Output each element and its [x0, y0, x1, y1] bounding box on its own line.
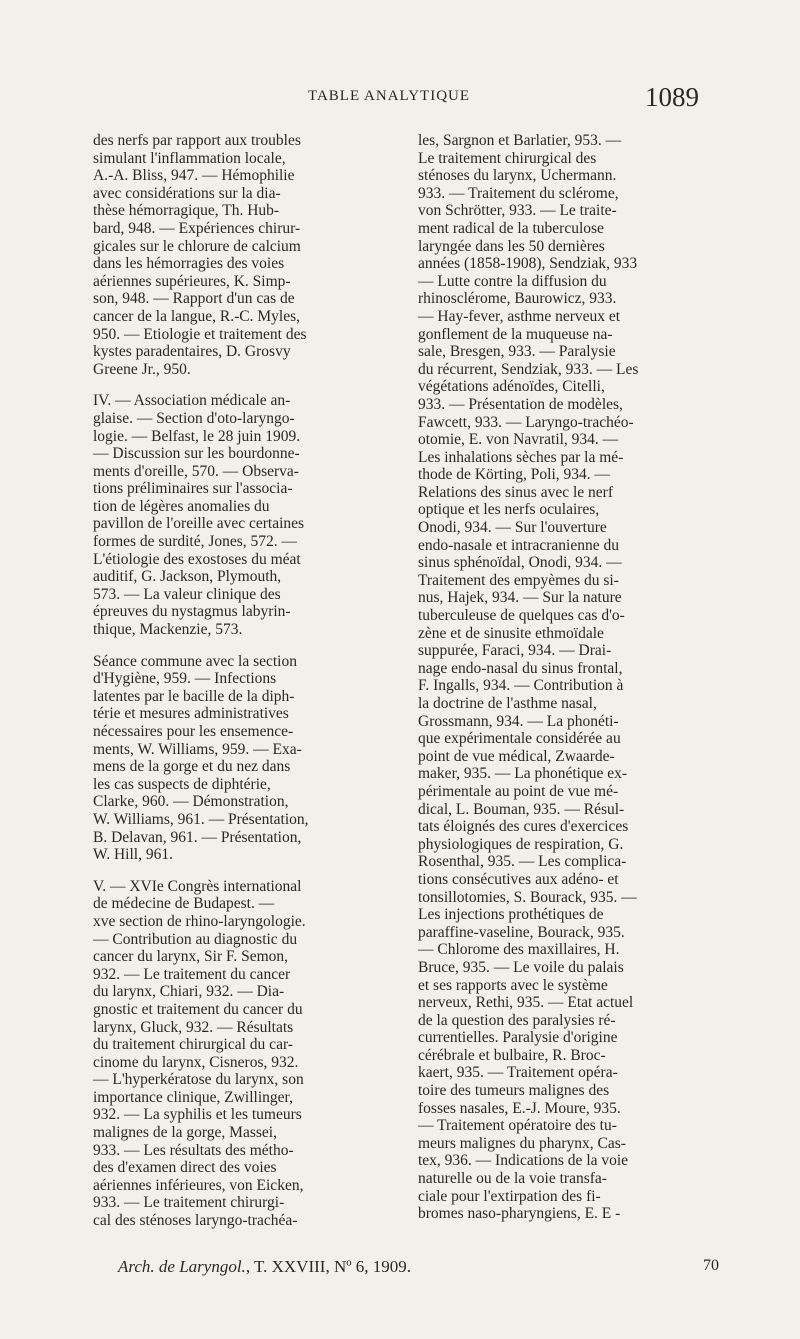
text-line: aériennes inférieures, von Eicken,	[93, 1176, 304, 1194]
text-line: dical, L. Bouman, 935. — Résul-	[418, 800, 625, 818]
text-line: aériennes supérieures, K. Simp-	[93, 272, 291, 290]
text-line: Relations des sinus avec le nerf	[418, 483, 613, 501]
text-line: von Schrötter, 933. — Le traite-	[418, 202, 617, 220]
text-line: périmentale au point de vue mé-	[418, 782, 619, 800]
text-line: nécessaires pour les ensemence-	[93, 723, 294, 740]
text-line: rhinosclérome, Baurowicz, 933.	[418, 290, 617, 308]
text-line: suppurée, Faraci, 934. — Drai-	[418, 642, 612, 660]
text-line: — Traitement opératoire des tu-	[418, 1117, 617, 1135]
text-line: optique et les nerfs oculaires,	[418, 501, 600, 519]
text-line: Clarke, 960. — Démonstration,	[93, 793, 289, 811]
text-line: thèse hémorragique, Th. Hub-	[93, 202, 280, 220]
text-line: IV. — Association médicale an-	[93, 392, 291, 410]
text-line: Séance commune avec la section	[93, 652, 297, 670]
text-line: laryngée dans les 50 dernières	[418, 237, 605, 255]
text-line: tuberculeuse de quelques cas d'o-	[418, 607, 625, 625]
text-line: thode de Körting, Poli, 934. —	[418, 466, 611, 484]
text-line: Traitement des empyèmes du si-	[418, 571, 619, 589]
text-line: tion de légères anomalies du	[93, 497, 270, 515]
text-line: cérébrale et bulbaire, R. Broc-	[418, 1046, 606, 1064]
text-line: paraffine-vaseline, Bourack, 935.	[418, 923, 625, 941]
text-line: cinome du larynx, Cisneros, 932.	[93, 1053, 299, 1071]
text-line: de médecine de Budapest. —	[93, 895, 275, 913]
text-line: ment radical de la tuberculose	[418, 219, 604, 237]
text-line: pavillon de l'oreille avec certaines	[93, 515, 305, 533]
text-line: dans les hémorragies des voies	[93, 255, 285, 273]
text-line: logie. — Belfast, le 28 juin 1909.	[93, 427, 301, 445]
text-line: auditif, G. Jackson, Plymouth,	[93, 568, 282, 586]
text-line: W. Williams, 961. — Présentation,	[93, 810, 309, 828]
text-line: V. — XVIe Congrès international	[93, 877, 302, 895]
text-line: — Chlorome des maxillaires, H.	[418, 941, 620, 959]
text-line: sténoses du larynx, Uchermann.	[418, 167, 617, 185]
text-line: kaert, 935. — Traitement opéra-	[418, 1064, 618, 1082]
text-line: cancer du larynx, Sir F. Semon,	[93, 948, 289, 966]
text-line: 950. — Etiologie et traitement des	[93, 325, 307, 343]
text-line: tonsillotomies, S. Bourack, 935. —	[418, 888, 637, 906]
text-line: sinus sphénoïdal, Onodi, 934. —	[418, 554, 622, 572]
paragraph-gap	[93, 639, 409, 653]
text-line: années (1858-1908), Sendziak, 933	[418, 255, 638, 273]
text-line: gicales sur le chlorure de calcium	[93, 237, 301, 255]
text-line: Les injections prothétiques de	[418, 906, 604, 924]
text-line: ments d'oreille, 570. — Observa-	[93, 462, 299, 480]
text-line: — Hay-fever, asthme nerveux et	[418, 307, 621, 325]
text-line: 933. — Les résultats des métho-	[93, 1141, 294, 1159]
text-line: térie et mesures administratives	[93, 705, 289, 723]
paragraph-gap	[93, 378, 409, 392]
text-line: A.-A. Bliss, 947. — Hémophilie	[93, 167, 295, 185]
text-line: tions préliminaires sur l'associa-	[93, 480, 293, 498]
text-line: les, Sargnon et Barlatier, 953. —	[418, 132, 622, 149]
text-line: malignes de la gorge, Massei,	[93, 1124, 277, 1142]
text-line: simulant l'inflammation locale,	[93, 149, 286, 167]
text-line: d'Hygiène, 959. — Infections	[93, 670, 277, 688]
text-line: 933. — Le traitement chirurgi-	[93, 1194, 285, 1212]
running-title: TABLE ANALYTIQUE	[308, 88, 471, 104]
page-number: 1089	[645, 82, 699, 112]
text-line: tats éloignés des cures d'exercices	[418, 818, 629, 836]
sheet-number: 70	[703, 1257, 719, 1274]
text-line: naturelle ou de la voie transfa-	[418, 1170, 607, 1188]
text-line: du traitement chirurgical du car-	[93, 1036, 293, 1054]
text-line: zène et de sinusite ethmoïdale	[418, 624, 604, 642]
paragraph-gap	[93, 864, 409, 878]
text-line: maker, 935. — La phonétique ex-	[418, 765, 627, 783]
left-column	[93, 132, 409, 1230]
right-column	[418, 132, 712, 1223]
text-line: formes de surdité, Jones, 572. —	[93, 533, 298, 551]
text-line: physiologiques de respiration, G.	[418, 835, 624, 853]
journal-volume: , T. XXVIII, Nº 6, 1909.	[245, 1257, 411, 1276]
footer-citation	[118, 1257, 411, 1277]
text-line: gonflement de la muqueuse na-	[418, 325, 613, 343]
text-line: avec considérations sur la dia-	[93, 184, 281, 202]
text-line: des nerfs par rapport aux troubles	[93, 132, 301, 149]
text-line: ments, W. Williams, 959. — Exa-	[93, 740, 302, 758]
text-line: que expérimentale considérée au	[418, 730, 621, 748]
text-line: épreuves du nystagmus labyrin-	[93, 603, 291, 621]
text-line: Bruce, 935. — Le voile du palais	[418, 958, 624, 976]
text-line: W. Hill, 961.	[93, 846, 173, 864]
text-line: toire des tumeurs malignes des	[418, 1082, 610, 1100]
text-line: F. Ingalls, 934. — Contribution à	[418, 677, 624, 695]
text-line: bard, 948. — Expériences chirur-	[93, 219, 301, 237]
text-line: des d'examen direct des voies	[93, 1159, 277, 1177]
text-line: importance clinique, Zwillinger,	[93, 1088, 293, 1106]
text-line: la doctrine de l'asthme nasal,	[418, 695, 597, 712]
text-line: Le traitement chirurgical des	[418, 149, 597, 167]
text-line: bromes naso-pharyngiens, E. E -	[418, 1205, 621, 1223]
text-line: 932. — La syphilis et les tumeurs	[93, 1106, 302, 1124]
text-line: nerveux, Rethi, 935. — Etat actuel	[418, 994, 634, 1012]
text-line: végétations adénoïdes, Citelli,	[418, 378, 605, 396]
text-line: — Discussion sur les bourdonne-	[93, 445, 300, 463]
text-line: fosses nasales, E.-J. Moure, 935.	[418, 1099, 621, 1117]
text-line: gnostic et traitement du cancer du	[93, 1000, 303, 1018]
text-line: xve section de rhino-laryngologie.	[93, 912, 306, 930]
text-line: 573. — La valeur clinique des	[93, 585, 281, 603]
text-line: sale, Bresgen, 933. — Paralysie	[418, 343, 616, 361]
text-line: Grossmann, 934. — La phonéti-	[418, 712, 619, 730]
text-line: kystes paradentaires, D. Grosvy	[93, 343, 291, 361]
text-line: otomie, E. von Navratil, 934. —	[418, 431, 619, 449]
text-line: B. Delavan, 961. — Présentation,	[93, 828, 302, 846]
text-line: 932. — Le traitement du cancer	[93, 965, 291, 983]
text-line: tex, 936. — Indications de la voie	[418, 1152, 629, 1170]
text-line: les cas suspects de diphtérie,	[93, 775, 271, 793]
text-line: 933. — Traitement du sclérome,	[418, 184, 619, 202]
text-line: ciale pour l'extirpation des fi-	[418, 1187, 601, 1205]
text-line: tions consécutives aux adéno- et	[418, 870, 619, 888]
text-line: nus, Hajek, 934. — Sur la nature	[418, 589, 622, 607]
text-line: — L'hyperkératose du larynx, son	[93, 1071, 304, 1089]
text-line: cancer de la langue, R.-C. Myles,	[93, 307, 301, 325]
text-line: son, 948. — Rapport d'un cas de	[93, 290, 295, 308]
text-line: thique, Mackenzie, 573.	[93, 621, 243, 639]
text-line: cal des sténoses laryngo-trachéa-	[93, 1212, 298, 1230]
text-line: Greene Jr., 950.	[93, 360, 191, 378]
text-line: du larynx, Chiari, 932. — Dia-	[93, 983, 285, 1001]
text-line: Fawcett, 933. — Laryngo-trachéo-	[418, 413, 634, 431]
journal-name: Arch. de Laryngol.	[118, 1257, 246, 1276]
text-line: endo-nasale et intracranienne du	[418, 536, 619, 554]
text-line: et ses rapports avec le système	[418, 976, 608, 994]
text-line: — Lutte contre la diffusion du	[418, 272, 607, 290]
text-line: latentes par le bacille de la diph-	[93, 687, 295, 705]
text-line: 933. — Présentation de modèles,	[418, 395, 623, 413]
text-line: — Contribution au diagnostic du	[93, 930, 298, 948]
text-line: nage endo-nasal du sinus frontal,	[418, 659, 623, 677]
text-line: Les inhalations sèches par la mé-	[418, 448, 624, 466]
text-line: point de vue médical, Zwaarde-	[418, 747, 615, 765]
text-line: meurs malignes du pharynx, Cas-	[418, 1134, 626, 1152]
text-line: Onodi, 934. — Sur l'ouverture	[418, 519, 607, 537]
text-line: L'étiologie des exostoses du méat	[93, 550, 301, 568]
text-line: currentielles. Paralysie d'origine	[418, 1029, 618, 1047]
text-line: larynx, Gluck, 932. — Résultats	[93, 1018, 294, 1036]
text-line: glaise. — Section d'oto-laryngo-	[93, 409, 295, 427]
text-line: Rosenthal, 935. — Les complica-	[418, 853, 627, 871]
text-line: du récurrent, Sendziak, 933. — Les	[418, 360, 639, 378]
text-line: mens de la gorge et du nez dans	[93, 758, 291, 776]
text-line: de la question des paralysies ré-	[418, 1011, 616, 1029]
